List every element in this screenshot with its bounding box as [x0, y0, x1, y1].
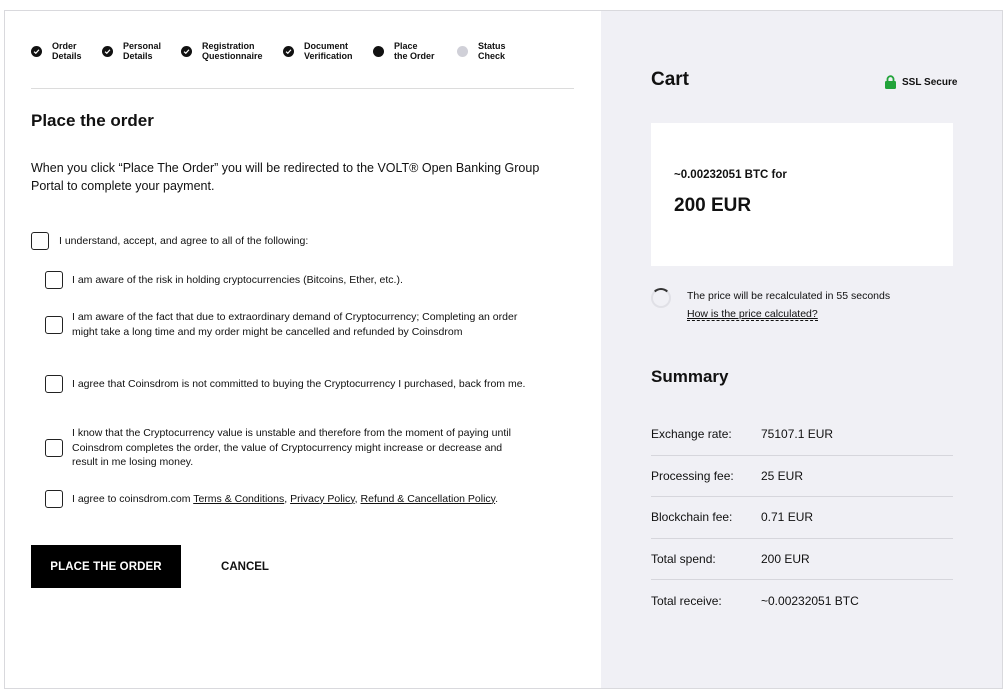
- step-label: Registration Questionnaire: [202, 41, 263, 61]
- agree-all-checkbox-row[interactable]: [31, 232, 308, 250]
- policies-prefix: I agree to coinsdrom.com: [72, 492, 194, 505]
- cart-panel: [601, 11, 1002, 688]
- summary-row: [651, 414, 953, 456]
- summary-title: Summary: [651, 367, 729, 386]
- price-calculation-link[interactable]: How is the price calculated?: [687, 308, 818, 320]
- step-registration-questionnaire: [181, 41, 263, 61]
- progress-stepper: [31, 41, 576, 65]
- summary-row: [651, 580, 953, 622]
- summary-label: Blockchain fee:: [651, 510, 733, 525]
- step-place-the-order: [373, 41, 435, 61]
- agree-all-checkbox[interactable]: [31, 232, 49, 250]
- policies-suffix: .: [495, 492, 499, 505]
- summary-label: Exchange rate:: [651, 427, 732, 442]
- term-checkbox[interactable]: [45, 271, 63, 289]
- term-checkbox[interactable]: [45, 316, 63, 334]
- term-label: I am aware of the fact that due to extraordinary demand of Cryptocurrency; Completing an order might take a long time and my order might be cancelled and refunded by Coinsdrom: [72, 311, 518, 338]
- terms-conditions-link[interactable]: Terms & Conditions: [193, 492, 285, 505]
- summary-value: 25 EUR: [761, 468, 804, 483]
- order-panel: [5, 11, 601, 688]
- summary-row: [651, 497, 953, 539]
- eur-amount: 200 EUR: [674, 195, 752, 216]
- term-label: I know that the Cryptocurrency value is unstable and therefore from the moment of paying until Coinsdrom completes the order, the value of Cryptocurrency might increase or decrease and result in me losing money.: [72, 427, 511, 468]
- step-label: Order Details: [52, 41, 82, 61]
- term-checkbox[interactable]: [45, 375, 63, 393]
- agree-all-label: I understand, accept, and agree to all of the following:: [59, 235, 309, 247]
- lock-icon: [884, 75, 897, 89]
- term-checkbox[interactable]: [45, 439, 63, 457]
- page-frame: [4, 10, 1003, 689]
- term-risk-row[interactable]: [45, 271, 535, 289]
- check-icon: [283, 46, 294, 57]
- step-label: Place the Order: [394, 41, 435, 61]
- step-document-verification: [283, 41, 353, 61]
- intro-text: When you click “Place The Order” you will be redirected to the VOLT® Open Banking Group Portal to complete your payment.: [31, 161, 540, 193]
- ssl-badge: [884, 75, 957, 89]
- term-buyback-row[interactable]: [45, 375, 535, 393]
- separator: ,: [354, 492, 361, 505]
- summary-value: 200 EUR: [761, 551, 810, 566]
- stepper-divider: [31, 88, 574, 89]
- summary-label: Total spend:: [651, 551, 716, 566]
- cart-title: Cart: [651, 69, 690, 90]
- cart-amount-card: [651, 123, 953, 266]
- summary-label: Processing fee:: [651, 468, 734, 483]
- recalc-countdown-text: The price will be recalculated in 55 seconds: [687, 290, 891, 302]
- summary-value: ~0.00232051 BTC: [761, 593, 859, 608]
- btc-amount: ~0.00232051 BTC for: [674, 169, 787, 181]
- refund-policy-link[interactable]: Refund & Cancellation Policy: [360, 492, 496, 505]
- term-policies-row[interactable]: [45, 490, 535, 508]
- step-label: Status Check: [478, 41, 506, 61]
- cancel-button[interactable]: CANCEL: [205, 545, 285, 588]
- term-label: [72, 492, 527, 507]
- privacy-policy-link[interactable]: Privacy Policy: [290, 492, 355, 505]
- summary-value: 75107.1 EUR: [761, 427, 834, 442]
- summary-value: 0.71 EUR: [761, 510, 814, 525]
- summary-label: Total receive:: [651, 593, 722, 608]
- term-label: I agree that Coinsdrom is not committed to buying the Cryptocurrency I purchased, back from me.: [72, 377, 526, 390]
- step-label: Document Verification: [304, 41, 353, 61]
- step-personal-details: [102, 41, 161, 61]
- term-volatility-row[interactable]: [45, 426, 535, 470]
- check-icon: [102, 46, 113, 57]
- step-label: Personal Details: [123, 41, 162, 61]
- step-status-check: [457, 41, 506, 61]
- page-title: Place the order: [31, 111, 154, 130]
- check-icon: [181, 46, 192, 57]
- current-step-dot-icon: [373, 46, 384, 57]
- term-label: I am aware of the risk in holding cryptocurrencies (Bitcoins, Ether, etc.).: [72, 273, 403, 286]
- pending-step-dot-icon: [457, 46, 468, 57]
- summary-table: [651, 414, 953, 622]
- summary-row: [651, 539, 953, 581]
- summary-row: [651, 456, 953, 498]
- check-icon: [31, 46, 42, 57]
- term-checkbox[interactable]: [45, 490, 63, 508]
- loading-spinner-icon: [651, 288, 671, 308]
- separator: ,: [284, 492, 291, 505]
- term-demand-row[interactable]: [45, 310, 535, 339]
- place-order-button[interactable]: PLACE THE ORDER: [31, 545, 181, 588]
- ssl-label: SSL Secure: [902, 76, 958, 88]
- step-order-details: [31, 41, 82, 61]
